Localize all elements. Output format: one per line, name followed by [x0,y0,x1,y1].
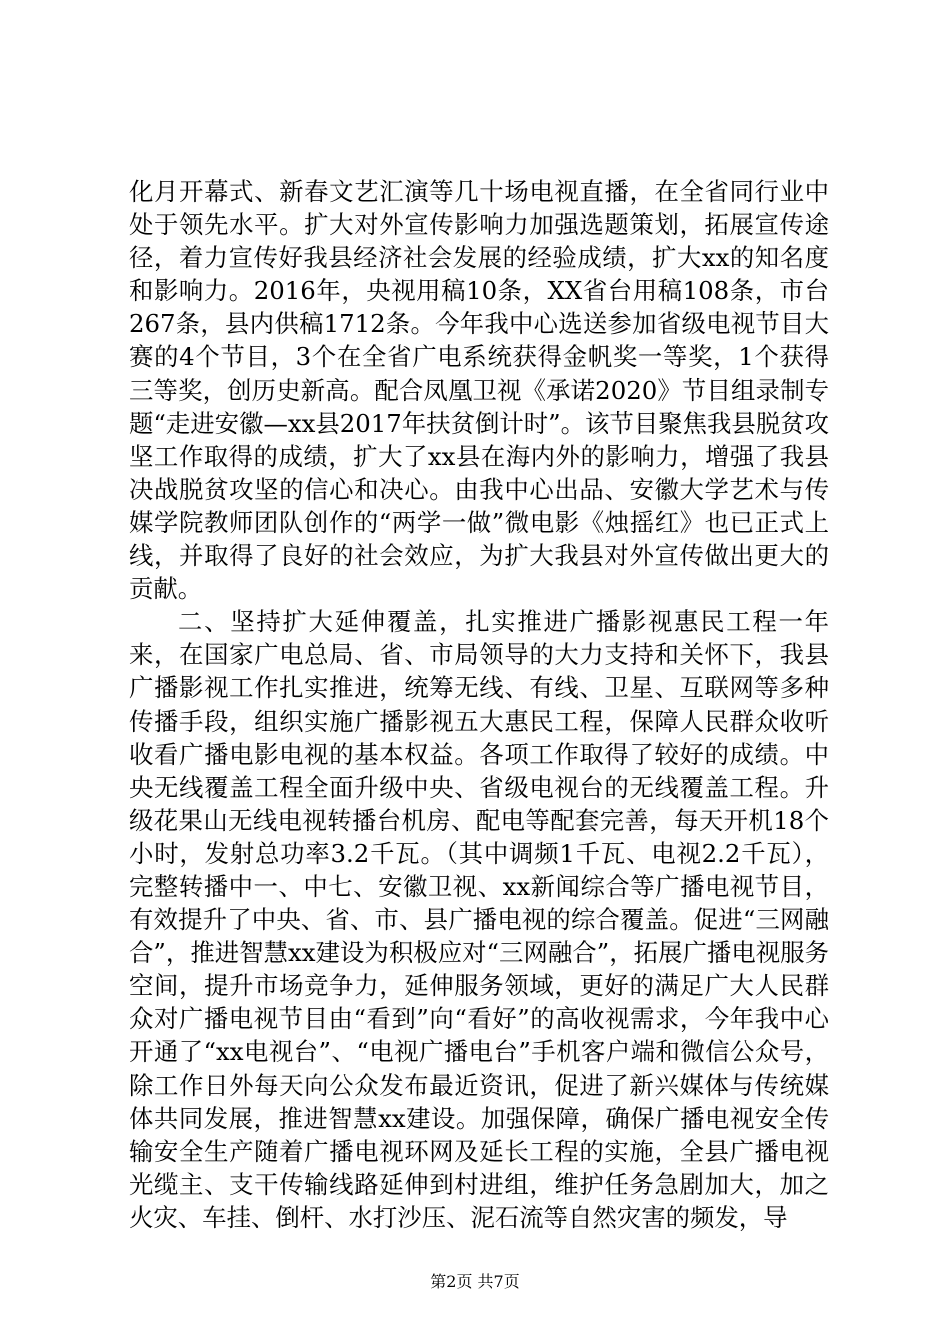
page-number-footer: 第2页 共7页 [430,1272,520,1291]
body-paragraph-continued: 化月开幕式、新春文艺汇演等几十场电视直播，在全省同行业中处于领先水平。扩大对外宣传影响力加强选题策划，拓展宣传途径，着力宣传好我县经济社会发展的经验成绩，扩大xx的知名度和影响力。2016年，央视用稿10条，XX省台用稿108条，市台267条，县内供稿1712条。今年我中心选送参加省级电视节目大赛的4个节目，3个在全省广电系统获得金帆奖一等奖，1个获得三等奖，创历史新高。配合凤凰卫视《承诺2020》节目组录制专题“走进安徽—xx县2017年扶贫倒计时”。该节目聚焦我县脱贫攻坚工作取得的成绩，扩大了xx县在海内外的影响力，增强了我县决战脱贫攻坚的信心和决心。由我中心出品、安徽大学艺术与传媒学院教师团队创作的“两学一做”微电影《烛摇红》也已正式上线，并取得了良好的社会效应，为扩大我县对外宣传做出更大的贡献。 [129,177,829,604]
document-body [129,175,829,1234]
body-paragraph-section-two: 二、坚持扩大延伸覆盖，扎实推进广播影视惠民工程一年来，在国家广电总局、省、市局领导的大力支持和关怀下，我县广播影视工作扎实推进，统筹无线、有线、卫星、互联网等多种传播手段，组织实施广播影视五大惠民工程，保障人民群众收听收看广播电影电视的基本权益。各项工作取得了较好的成绩。中央无线覆盖工程全面升级中央、省级电视台的无线覆盖工程。升级花果山无线电视转播台机房、配电等配套完善，每天开机18个小时，发射总功率3.2千瓦。（其中调频1千瓦、电视2.2千瓦），完整转播中一、中七、安徽卫视、xx新闻综合等广播电视节目，有效提升了中央、省、市、县广播电视的综合覆盖。促进“三网融合”，推进智慧xx建设为积极应对“三网融合”，拓展广播电视服务空间，提升市场竞争力，延伸服务领域，更好的满足广大人民群众对广播电视节目由“看到”向“看好”的高收视需求，今年我中心开通了“xx电视台”、“电视广播电台”手机客户端和微信公众号，除工作日外每天向公众发布最近资讯，促进了新兴媒体与传统媒体共同发展，推进智慧xx建设。加强保障，确保广播电视安全传输安全生产随着广播电视环网及延长工程的实施，全县广播电视光缆主、支干传输线路延伸到村进组，维护任务急剧加大，加之火灾、车挂、倒杆、水打沙压、泥石流等自然灾害的频发，导 [129,607,829,1232]
